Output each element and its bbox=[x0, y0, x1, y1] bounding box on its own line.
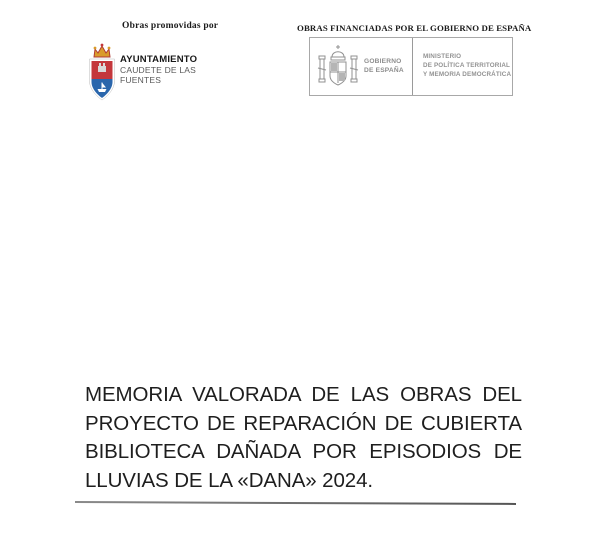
municipal-shield-icon bbox=[87, 39, 117, 103]
financed-by-caption: OBRAS FINANCIADAS POR EL GOBIERNO DE ESPAÑA bbox=[297, 23, 532, 33]
ministry-line2: DE POLÍTICA TERRITORIAL bbox=[423, 62, 511, 70]
gobierno-de-espana-label bbox=[364, 58, 408, 76]
title-line-4: LLUVIAS DE LA «DANA» 2024. bbox=[85, 468, 373, 492]
title-line-3: BIBLIOTECA DAÑADA POR EPISODIOS DE bbox=[85, 440, 522, 464]
ministry-line1: MINISTERIO bbox=[423, 53, 462, 61]
ministry-label bbox=[423, 53, 511, 79]
ayuntamiento-name: AYUNTAMIENTO bbox=[120, 54, 198, 65]
ayuntamiento-town-line2: FUENTES bbox=[120, 74, 162, 85]
promoted-by-caption: Obras promovidas por bbox=[122, 21, 219, 31]
ayuntamiento-text bbox=[120, 55, 197, 85]
footer-divider-line bbox=[75, 501, 516, 505]
logo-divider bbox=[412, 38, 413, 95]
document-title bbox=[85, 381, 522, 495]
title-line-2: PROYECTO DE REPARACIÓN DE CUBIERTA bbox=[85, 411, 522, 435]
gobierno-line2: DE ESPAÑA bbox=[364, 66, 404, 74]
ayuntamiento-town-line1: CAUDETE DE LAS bbox=[120, 64, 197, 75]
ayuntamiento-logo bbox=[87, 39, 197, 103]
spain-coat-of-arms-icon bbox=[317, 42, 359, 92]
government-logo-box bbox=[309, 37, 513, 96]
title-line-1: MEMORIA VALORADA DE LAS OBRAS DEL bbox=[85, 383, 522, 406]
gobierno-line1: GOBIERNO bbox=[364, 57, 402, 65]
ministry-line3: Y MEMORIA DEMOCRÁTICA bbox=[423, 70, 512, 78]
